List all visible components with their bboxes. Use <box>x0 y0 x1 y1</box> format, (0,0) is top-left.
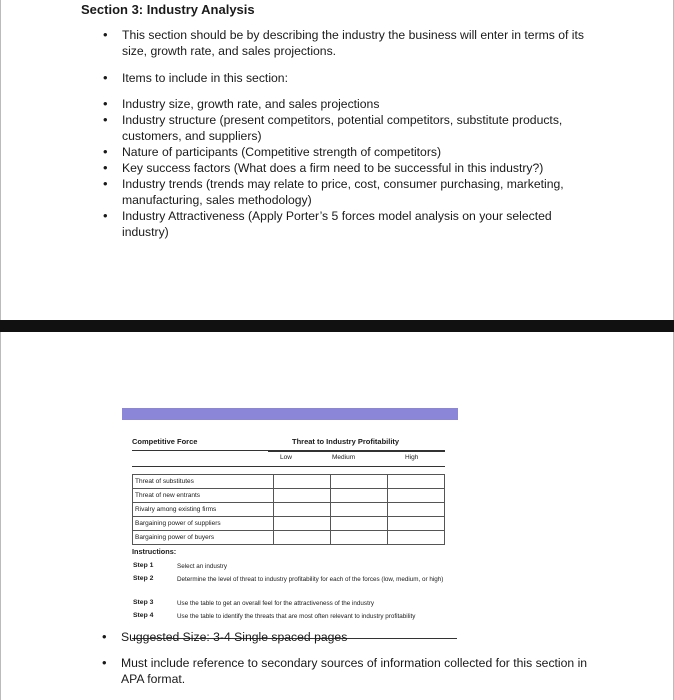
step-label: Step 1 <box>133 562 154 569</box>
competitive-force-header: Competitive Force <box>132 437 198 446</box>
table-row <box>133 475 445 489</box>
intro-bullet-list <box>97 70 597 86</box>
list-item: • This section should be by describing the industry the business will enter in terms of its size, growth rate, and sales projections. <box>97 27 597 59</box>
table-cell <box>388 503 445 517</box>
table-cell <box>388 517 445 531</box>
list-item: • Items to include in this section: <box>97 70 597 86</box>
table-cell <box>388 489 445 503</box>
forces-table <box>132 474 445 545</box>
table-cell <box>274 475 331 489</box>
table-cell <box>331 503 388 517</box>
footer-bullet-list <box>96 629 596 645</box>
table-row <box>133 503 445 517</box>
table-cell <box>274 517 331 531</box>
table-cell <box>274 503 331 517</box>
table-cell <box>331 531 388 545</box>
table-cell <box>331 517 388 531</box>
force-label: Threat of substitutes <box>133 475 274 489</box>
list-item: • Industry structure (present competitors, potential competitors, substitute products, customers, and suppliers) <box>97 112 597 144</box>
table-cell <box>388 475 445 489</box>
list-item: • Key success factors (What does a firm need to be successful in this industry?) <box>97 160 597 176</box>
header-rule <box>268 451 445 452</box>
table-cell <box>331 489 388 503</box>
force-label: Threat of new entrants <box>133 489 274 503</box>
table-cell <box>274 531 331 545</box>
step-text: Determine the level of threat to industry profitability for each of the forces (low, medium, or high) <box>177 576 444 583</box>
force-label: Rivalry among existing firms <box>133 503 274 517</box>
table-row <box>133 489 445 503</box>
figure-header-bar <box>122 408 458 420</box>
list-item: • Must include reference to secondary sources of information collected for this section in APA format. <box>96 655 596 687</box>
instructions-label: Instructions: <box>132 547 177 556</box>
items-bullet-list <box>97 96 597 240</box>
step-text: Use the table to identify the threats that are most often relevant to industry profitability <box>177 613 416 620</box>
list-item: • Industry trends (trends may relate to price, cost, consumer purchasing, marketing, manufacturing, sales methodology) <box>97 176 597 208</box>
porter-forces-figure <box>122 408 458 620</box>
force-label: Bargaining power of suppliers <box>133 517 274 531</box>
header-rule <box>132 466 445 467</box>
list-item: • Suggested Size: 3-4 Single spaced pages <box>96 629 596 645</box>
list-item: • Industry size, growth rate, and sales projections <box>97 96 597 112</box>
force-label: Bargaining power of buyers <box>133 531 274 545</box>
step-text: Select an industry <box>177 563 228 570</box>
section-heading: Section 3: Industry Analysis <box>81 2 255 17</box>
level-low: Low <box>280 454 292 461</box>
list-item: • Nature of participants (Competitive strength of competitors) <box>97 144 597 160</box>
list-item: • Industry Attractiveness (Apply Porter’s 5 forces model analysis on your selected industry) <box>97 208 597 240</box>
step-label: Step 3 <box>133 599 154 606</box>
table-row <box>133 517 445 531</box>
step-label: Step 2 <box>133 575 154 582</box>
table-cell <box>331 475 388 489</box>
table-cell <box>388 531 445 545</box>
footer-bullet-list <box>96 655 596 687</box>
level-high: High <box>405 454 419 461</box>
table-cell <box>274 489 331 503</box>
threat-header: Threat to Industry Profitability <box>292 437 400 446</box>
step-label: Step 4 <box>133 612 154 619</box>
document-page-top <box>0 0 674 320</box>
intro-bullet-list <box>97 27 597 59</box>
level-medium: Medium <box>332 454 356 461</box>
step-text: Use the table to get an overall feel for the attractiveness of the industry <box>177 600 375 607</box>
table-row <box>133 531 445 545</box>
page-divider <box>0 320 674 332</box>
